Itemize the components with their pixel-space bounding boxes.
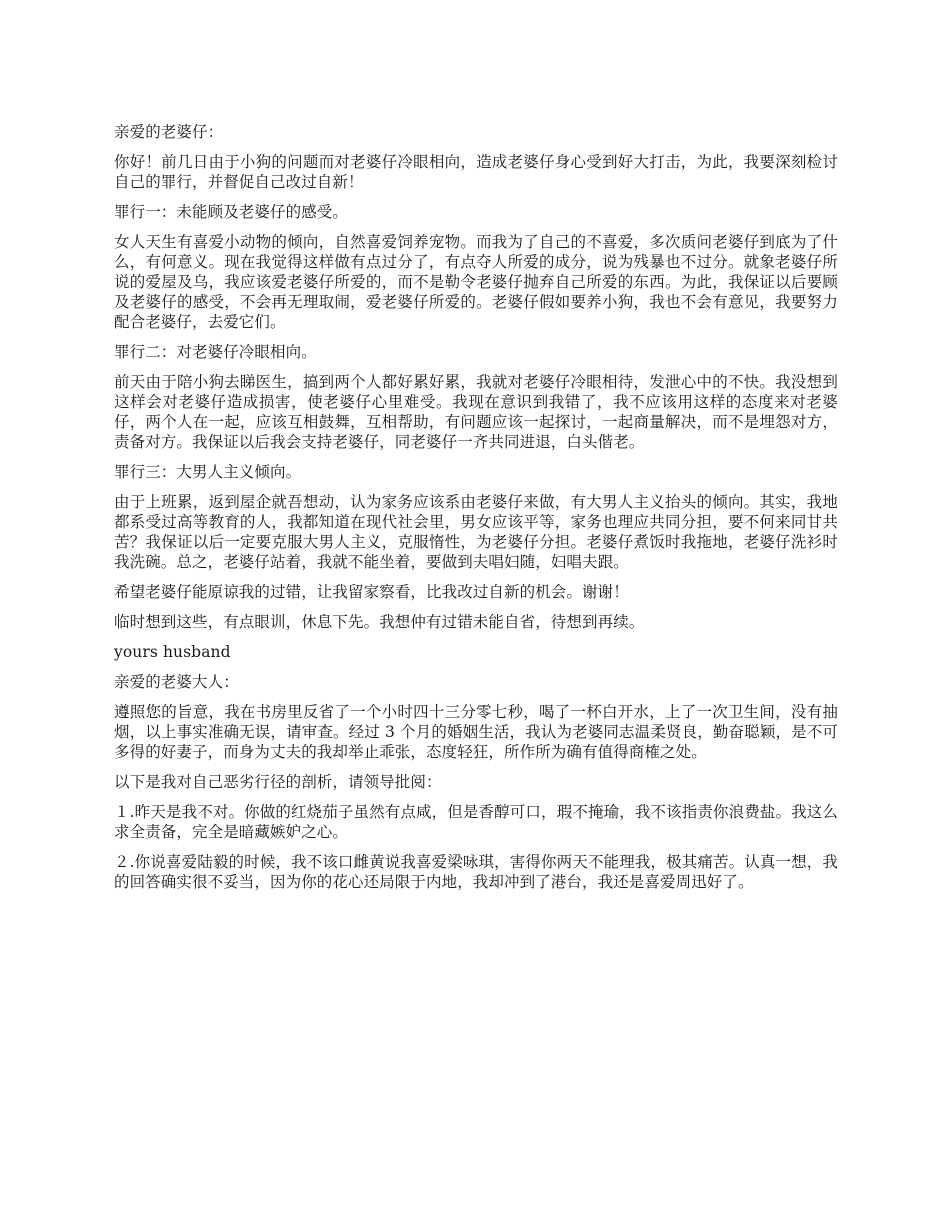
closing-paragraph: 临时想到这些，有点眼训，休息下先。我想仲有过错未能自省，待想到再续。	[114, 613, 645, 631]
apology-paragraph: 希望老婆仔能原谅我的过错，让我留家察看，比我改过自新的机会。谢谢！	[114, 583, 629, 601]
sin-2-body: 前天由于陪小狗去睇医生，搞到两个人都好累好累，我就对老婆仔冷眼相待，发泄心中的不快。我没想到这样会对老婆仔造成损害，使老婆仔心里难受。我现在意识到我错了，我不应该用这样的态度来对老婆仔，两个人在一起，应该互相鼓舞，互相帮助，有问题应该一起探讨，一起商量解决，而不是埋怨对方，责备对方。我保证以后我会支持老婆仔，同老婆仔一齐共同进退，白头偕老。	[114, 373, 838, 451]
self-analysis-heading: 以下是我对自己恶劣行径的剖析，请领导批阅：	[114, 773, 442, 791]
item-1: １.昨天是我不对。你做的红烧茄子虽然有点咸，但是香醇可口，瑕不掩瑜，我不该指责你浪费盐。我这么求全责备，完全是暗藏嫉妒之心。	[114, 803, 838, 841]
salutation-2: 亲爱的老婆大人：	[114, 673, 239, 691]
sin-1-body: 女人天生有喜爱小动物的倾向，自然喜爱饲养宠物。而我为了自己的不喜爱，多次质问老婆仔到底为了什么，有何意义。现在我觉得这样做有点过分了，有点夺人所爱的成分，说为残暴也不过分。就象老婆仔所说的爱屋及乌，我应该爱老婆仔所爱的，而不是勒令老婆仔抛弃自己所爱的东西。为此，我保证以后要顾及老婆仔的感受，不会再无理取闹，爱老婆仔所爱的。老婆仔假如要养小狗，我也不会有意见，我要努力配合老婆仔，去爱它们。	[114, 233, 838, 331]
sin-3-body: 由于上班累，返到屋企就吾想动，认为家务应该系由老婆仔来做，有大男人主义抬头的倾向。其实，我地都系受过高等教育的人，我都知道在现代社会里，男女应该平等，家务也理应共同分担，要不何来同甘共苦？我保证以后一定要克服大男人主义，克服惰性，为老婆仔分担。老婆仔煮饭时我拖地，老婆仔洗衫时我洗碗。总之，老婆仔站着，我就不能坐着，要做到夫唱妇随，妇唱夫跟。	[114, 493, 838, 571]
sin-1-heading: 罪行一：未能顾及老婆仔的感受。	[114, 203, 349, 221]
signature: yours husband	[114, 643, 231, 661]
sin-3-heading: 罪行三：大男人主义倾向。	[114, 463, 302, 481]
second-letter-intro: 遵照您的旨意，我在书房里反省了一个小时四十三分零七秒，喝了一杯白开水，上了一次卫生间，没有抽烟，以上事实准确无误，请审查。经过 3 个月的婚姻生活，我认为老婆同志温柔贤良，勤奋聪颖，是不可多得的好妻子，而身为丈夫的我却举止乖张，态度轻狂，所作所为确有值得商榷之处。	[114, 703, 838, 761]
opening-paragraph: 你好！前几日由于小狗的问题而对老婆仔冷眼相向，造成老婆仔身心受到好大打击，为此，我要深刻检讨自己的罪行，并督促自己改过自新！	[114, 153, 838, 191]
letter-document	[114, 122, 838, 902]
sin-2-heading: 罪行二：对老婆仔冷眼相向。	[114, 343, 317, 361]
item-2: ２.你说喜爱陆毅的时候，我不该口雌黄说我喜爱梁咏琪，害得你两天不能理我，极其痛苦。认真一想，我的回答确实很不妥当，因为你的花心还局限于内地，我却冲到了港台，我还是喜爱周迅好了。	[114, 853, 838, 891]
salutation-1: 亲爱的老婆仔：	[114, 123, 224, 141]
